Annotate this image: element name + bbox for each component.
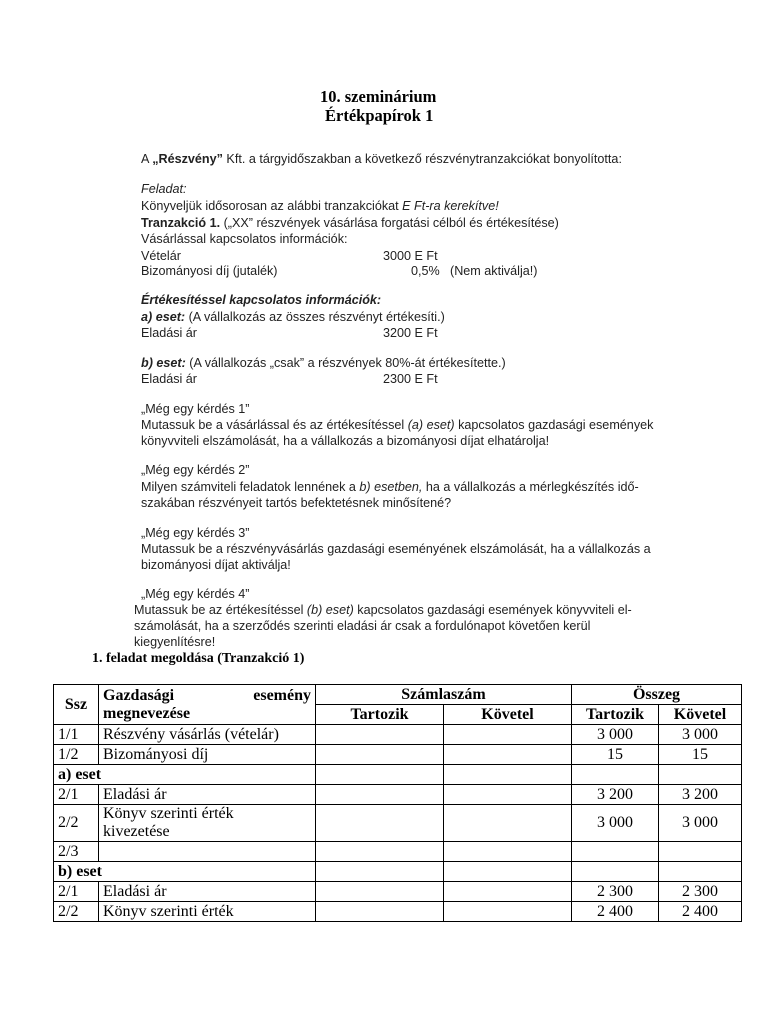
table-row: 2/1 Eladási ár 3 200 3 200 [54,785,742,805]
purchase-price-value: 3000 E Ft [383,249,438,263]
question-4-line-2: számolását, ha a szerződés szerinti eladási ár csak a fordulónapot követően kerül [134,619,591,633]
case-a-price-label: Eladási ár [141,326,198,340]
header-event: Gazdasági esemény megnevezése [99,685,316,725]
table-row: 1/1 Részvény vásárlás (vételár) 3 000 3 000 [54,725,742,745]
question-3-label: „Még egy kérdés 3” [141,526,250,540]
table-row: 2/3 [54,842,742,862]
accounting-table [53,684,742,922]
question-1-line-2: könyvviteli elszámolását, ha a vállalkozás a bizományosi díjat elhatárolja! [141,434,550,448]
case-a-line: a) eset: (A vállalkozás az összes részvényt értékesíti.) [141,310,445,324]
transaction-line: Tranzakció 1. („XX” részvények vásárlása forgatási célból és értékesítése) [141,216,559,230]
case-b-line: b) eset: (A vállalkozás „csak” a részvények 80%-át értékesítette.) [141,356,506,370]
header-ssz: Ssz [54,685,99,725]
section-row-b: b) eset [54,862,742,882]
header-amount-debit: Tartozik [572,705,659,725]
question-2-line-2: szakában részvényeit tartós befektetésnek minősítené? [141,496,452,510]
purchase-info-label: Vásárlással kapcsolatos információk: [141,232,348,246]
table-header-row [54,685,742,705]
header-account: Számlaszám [316,685,572,705]
question-2-label: „Még egy kérdés 2” [141,463,250,477]
question-3-line-2: bizományosi díjat aktiválja! [141,558,291,572]
page-title: 10. szeminárium [320,87,437,106]
task-text: Könyveljük idősorosan az alábbi tranzakciókat E Ft-ra kerekítve! [141,199,499,213]
commission-label: Bizományosi díj (jutalék) [141,264,278,278]
table-row: 1/2 Bizományosi díj 15 15 [54,745,742,765]
header-amount-credit: Követel [659,705,742,725]
section-row-a: a) eset [54,765,742,785]
header-amount: Összeg [572,685,742,705]
case-a-price-value: 3200 E Ft [383,326,438,340]
task-label: Feladat: [141,182,187,196]
question-4-label: „Még egy kérdés 4” [141,587,250,601]
purchase-price-label: Vételár [141,249,181,263]
question-3-line-1: Mutassuk be a részvényvásárlás gazdasági eseményének elszámolását, ha a vállalkozás a [141,542,651,556]
page-subtitle: Értékpapírok 1 [325,106,434,125]
header-account-debit: Tartozik [316,705,444,725]
company-name: „Részvény” [152,152,223,166]
table-row: 2/2 Könyv szerinti érték kivezetése 3 000 3 000 [54,805,742,842]
solution-heading: 1. feladat megoldása (Tranzakció 1) [92,651,305,666]
question-1-line-1: Mutassuk be a vásárlással és az értékesítéssel (a) eset) kapcsolatos gazdasági események [141,418,654,432]
commission-note: (Nem aktiválja!) [450,264,538,278]
question-4-line-3: kiegyenlítésre! [134,635,216,649]
header-account-credit: Követel [444,705,572,725]
case-b-price-label: Eladási ár [141,372,198,386]
table-row: 2/2 Könyv szerinti érték 2 400 2 400 [54,902,742,922]
question-1-label: „Még egy kérdés 1” [141,402,250,416]
sales-info-label: Értékesítéssel kapcsolatos információk: [141,293,382,307]
question-2-line-1: Milyen számviteli feladatok lennének a b) esetben, ha a vállalkozás a mérlegkészítés idő- [141,480,639,494]
case-b-price-value: 2300 E Ft [383,372,438,386]
intro-line: A „Részvény” Kft. a tárgyidőszakban a következő részvénytranzakciókat bonyolította: [141,152,622,166]
question-4-line-1: Mutassuk be az értékesítéssel (b) eset) kapcsolatos gazdasági események könyvviteli el- [134,603,632,617]
table-row: 2/1 Eladási ár 2 300 2 300 [54,882,742,902]
commission-value: 0,5% [411,264,440,278]
